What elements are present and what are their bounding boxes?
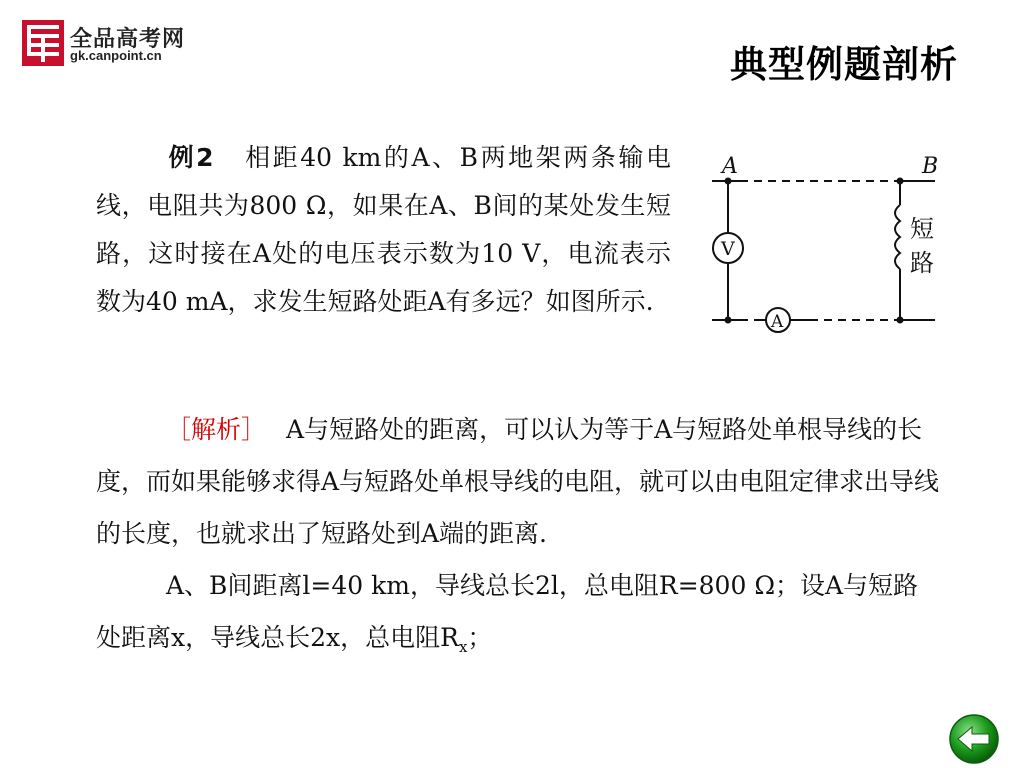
logo-text: 全品高考网: [70, 27, 186, 52]
problem-statement: [96, 134, 671, 326]
short-coil: [895, 205, 900, 269]
analysis-section: [96, 404, 941, 673]
problem-text: 相距40 km的A、B两地架两条输电线，电阻共为800 Ω，如果在A、B间的某处发生短路，这时接在A处的电压表示数为10 V，电流表示数为40 mA，求发生短路处距A有多远？如图所示.: [96, 143, 671, 316]
analysis-tag: ［解析］: [166, 415, 267, 444]
logo-url: gk.canpoint.cn: [70, 48, 162, 63]
circuit-diagram: [700, 145, 950, 345]
short-label-2: 路: [910, 249, 934, 277]
label-b: B: [922, 154, 939, 179]
site-logo[interactable]: [22, 20, 192, 70]
page-title: 典型例题剖析: [730, 43, 958, 86]
analysis-paragraph-2: A、B间距离l=40 km，导线总长2l，总电阻R=800 Ω；设A与短路处距离x，导线总长2x，总电阻$R_x$；: [96, 571, 919, 656]
short-label-1: 短: [910, 215, 934, 243]
canpoint-logo-icon: [22, 20, 64, 66]
label-a: A: [722, 154, 738, 179]
voltmeter-label: V: [721, 238, 735, 260]
problem-label: 例2: [166, 143, 214, 172]
analysis-paragraph-1: ［解析］ A与短路处的距离，可以认为等于A与短路处单根导线的长度，而如果能够求得A与短路处单根导线的电阻，就可以由电阻定律求出导线的长度，也就求出了短路处到A端的距离.: [96, 415, 940, 548]
back-arrow-icon[interactable]: [948, 713, 1000, 765]
ammeter-label: A: [771, 312, 784, 332]
